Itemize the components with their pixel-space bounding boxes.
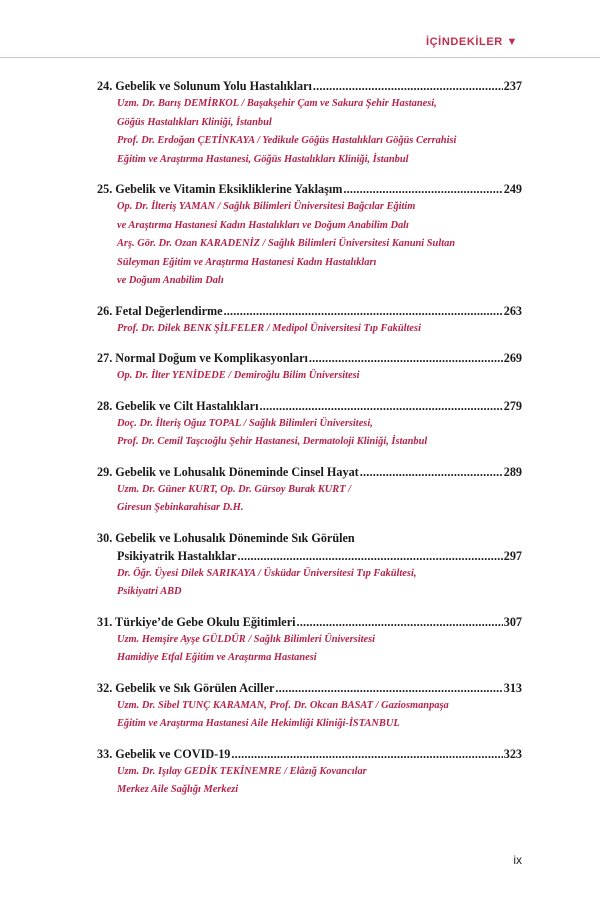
page-number: ix <box>513 853 522 867</box>
entry-author-line: Dr. Öğr. Üyesi Dilek SARIKAYA / Üsküdar Üniversitesi Tıp Fakültesi, <box>117 567 417 579</box>
dot-leader <box>297 613 503 631</box>
dot-leader <box>231 745 502 763</box>
entry-page-number: 249 <box>503 182 522 196</box>
entry-title-row <box>97 745 522 763</box>
entry-author-line: Uzm. Hemşire Ayşe GÜLDÜR / Sağlık Bilimleri Üniversitesi <box>117 633 376 645</box>
entry-author-line: Merkez Aile Sağlığı Merkezi <box>117 784 239 795</box>
entry-author-line: Giresun Şebinkarahisar D.H. <box>117 502 244 513</box>
dot-leader <box>224 302 503 320</box>
toc-entry[interactable] <box>97 745 522 800</box>
entry-title-row <box>97 349 522 367</box>
entry-page-number: 269 <box>503 351 522 365</box>
dot-leader <box>238 547 503 565</box>
entry-author-line: Süleyman Eğitim ve Araştırma Hastanesi Kadın Hastalıkları <box>117 256 377 268</box>
entry-author-line: Prof. Dr. Cemil Taşcıoğlu Şehir Hastanesi, Dermatoloji Kliniği, İstanbul <box>117 436 428 447</box>
entry-author-line: ve Araştırma Hastanesi Kadın Hastalıkları ve Doğum Anabilim Dalı <box>117 219 409 231</box>
entry-title-row <box>97 463 522 481</box>
entry-title-row <box>97 180 522 198</box>
toc-entry[interactable] <box>97 302 522 339</box>
entry-title-row <box>97 302 522 320</box>
entry-author-line: Psikiyatri ABD <box>117 586 182 597</box>
dot-leader <box>360 463 503 481</box>
entry-author-line: Arş. Gör. Dr. Ozan KARADENİZ / Sağlık Bilimleri Üniversitesi Kanuni Sultan <box>117 238 456 249</box>
entry-author-line: Uzm. Dr. Güner KURT, Op. Dr. Gürsoy Burak KURT / <box>117 483 352 495</box>
toc-entry[interactable] <box>97 613 522 668</box>
dot-leader <box>343 180 502 198</box>
entry-author-line: Uzm. Dr. Barış DEMİRKOL / Başakşehir Çam ve Sakura Şehir Hastanesi, <box>117 98 437 109</box>
entry-title-line: 30. Gebelik ve Lohusalık Döneminde Sık Görülen <box>97 530 355 545</box>
toc-entry[interactable] <box>97 77 522 169</box>
entry-title: 29. Gebelik ve Lohusalık Döneminde Cinsel Hayat <box>97 464 359 479</box>
entry-title: 31. Türkiye’de Gebe Okulu Eğitimleri <box>97 614 296 629</box>
entry-author-line: Uzm. Dr. Sibel TUNÇ KARAMAN, Prof. Dr. Okcan BASAT / Gaziosmanpaşa <box>117 699 449 711</box>
toc-entry[interactable] <box>97 397 522 452</box>
entry-page-number: 297 <box>503 548 522 563</box>
entry-page-number: 289 <box>503 464 522 479</box>
table-of-contents <box>97 77 522 811</box>
entry-author-line: Op. Dr. İlteriş YAMAN / Sağlık Bilimleri Üniversitesi Bağcılar Eğitim <box>117 201 416 212</box>
entry-page-number: 307 <box>503 614 522 629</box>
entry-title: 26. Fetal Değerlendirme <box>97 303 223 318</box>
entry-author-line: Doç. Dr. İlteriş Oğuz TOPAL / Sağlık Bilimleri Üniversitesi, <box>117 417 373 429</box>
entry-title: 24. Gebelik ve Solunum Yolu Hastalıkları <box>97 79 312 93</box>
header-rule <box>0 57 600 58</box>
entry-page-number: 263 <box>503 303 522 318</box>
entry-author-line: ve Doğum Anabilim Dalı <box>117 275 224 286</box>
entry-title-row <box>97 397 522 415</box>
entry-author-line: Uzm. Dr. Işılay GEDİK TEKİNEMRE / Elâzığ Kovancılar <box>117 765 367 777</box>
entry-author-line: Eğitim ve Araştırma Hastanesi Aile Hekimliği Kliniği-İSTANBUL <box>117 718 400 729</box>
entry-author-line: Prof. Dr. Dilek BENK ŞİLFELER / Medipol Üniversitesi Tıp Fakültesi <box>117 322 421 334</box>
toc-entry[interactable] <box>97 679 522 734</box>
running-header <box>0 0 600 58</box>
entry-title-row <box>97 547 522 565</box>
entry-author-line: Eğitim ve Araştırma Hastanesi, Göğüs Hastalıkları Kliniği, İstanbul <box>117 153 409 165</box>
entry-title: 32. Gebelik ve Sık Görülen Aciller <box>97 680 275 695</box>
toc-entry[interactable] <box>97 180 522 291</box>
dot-leader <box>309 349 503 367</box>
toc-entry[interactable] <box>97 463 522 518</box>
entry-title: 33. Gebelik ve COVID-19 <box>97 746 231 761</box>
entry-title-row <box>97 679 522 697</box>
entry-author-line: Hamidiye Etfal Eğitim ve Araştırma Hastanesi <box>117 652 317 663</box>
dot-leader <box>313 77 503 95</box>
section-title: İÇİNDEKİLER ▼ <box>425 36 518 48</box>
entry-author-line: Prof. Dr. Erdoğan ÇETİNKAYA / Yedikule Göğüs Hastalıkları Göğüs Cerrahisi <box>117 135 457 146</box>
entry-page-number: 313 <box>503 680 522 695</box>
toc-entry[interactable] <box>97 529 522 602</box>
entry-title: 28. Gebelik ve Cilt Hastalıkları <box>97 398 259 413</box>
entry-page-number: 237 <box>503 79 522 93</box>
entry-title: Psikiyatrik Hastalıklar <box>117 548 237 563</box>
dot-leader <box>259 397 502 415</box>
toc-entry[interactable] <box>97 349 522 386</box>
entry-title-row <box>97 77 522 95</box>
entry-title: 27. Normal Doğum ve Komplikasyonları <box>97 351 308 365</box>
entry-page-number: 323 <box>503 746 522 761</box>
entry-page-number: 279 <box>503 398 522 413</box>
entry-title: 25. Gebelik ve Vitamin Eksikliklerine Yaklaşım <box>97 182 343 196</box>
entry-author-line: Op. Dr. İlter YENİDEDE / Demiroğlu Bilim Üniversitesi <box>117 370 360 381</box>
entry-title-row <box>97 613 522 631</box>
entry-author-line: Göğüs Hastalıkları Kliniği, İstanbul <box>117 116 272 128</box>
dot-leader <box>275 679 502 697</box>
